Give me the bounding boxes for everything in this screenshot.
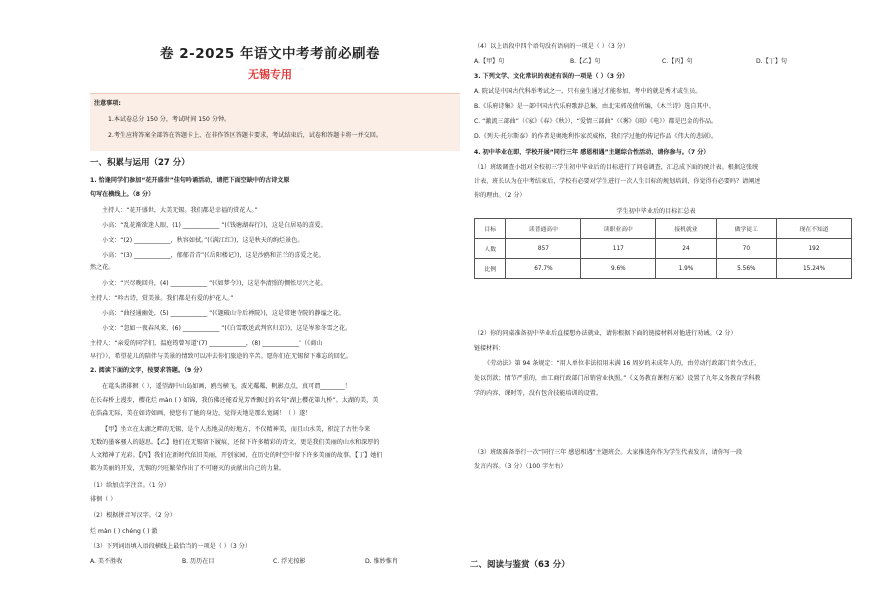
table-cell: 67.7% <box>506 259 581 279</box>
table-cell: 接机就业 <box>656 219 716 239</box>
passage-line-5: 无数的墨客骚人的遐思。【乙】他们在无锡留下履痕，还留下许多精彩的诗文，更是我们美丽的山水和深厚的 <box>90 439 380 446</box>
sub-question-4-2: （2）你的同桌准备初中毕业后直接想办法就业，请你根据下面的链接材料对他进行劝诫。（2 分） <box>474 330 737 337</box>
table-row <box>475 259 852 279</box>
sub-question-2-1: （1）给加点字注音。（1 分） <box>90 482 170 489</box>
table-cell: 1.9% <box>656 259 716 279</box>
blank-line-3-cont: 然之花。 <box>90 264 115 271</box>
sub-question-2-4: （4）以上语段中四个语句没有语病的一项是（ ）（3 分） <box>474 43 629 50</box>
sub-question-4-1-cont: 计表，班长认为在中考结束后，学校有必要对学生进行一次人生目标的规划培训，你觉得有必要吗？请阐述 <box>474 178 761 185</box>
section-heading-1: 一、积累与运用（27 分） <box>90 158 190 168</box>
question-1: 1. 恰逢同学们参加“花开盛世”佳句吟诵活动，请把下面空缺中的古诗文原 <box>90 177 290 184</box>
table-cell: 现在不知道 <box>777 219 852 239</box>
stats-table <box>474 218 852 279</box>
table-cell: 24 <box>656 239 716 259</box>
question-2: 2. 阅读下面的文字，按要求答题。（9 分） <box>90 367 206 374</box>
link-material-line-1: 《劳动法》第 94 条规定：“用人单位非法招用未满 16 周岁的未成年人的，由劳动行政部门责令改正， <box>484 360 761 367</box>
table-cell: 5.56% <box>716 259 776 279</box>
table-cell: 117 <box>581 239 656 259</box>
option-b: B. 历历在目 <box>182 558 215 565</box>
link-material-label: 链接材料： <box>474 345 505 352</box>
passage-line-1: 在鼋头渚徘徊（ ），遥望湖中山岛如画，鸥鸟横飞，波光粼粼，帆影点点，真可谓________！ <box>102 383 351 390</box>
blank-line-1: 小高：“乱花渐欲迷人眼，(1) ____________ ”(《钱塘湖春行》)，这是白居易的喜爱。 <box>102 222 327 229</box>
blank-line-2: 小文：“(2) ____________，秋容如拭。”(《满江红》)，这是秋天的绚烂景色。 <box>102 237 304 244</box>
sub-question-2-2: （2）根据拼音写汉字。（2 分） <box>90 512 176 519</box>
sub-question-2-3: （3）下列词语填入语段横线上最恰当的一项是（ ）（3 分） <box>90 543 251 550</box>
r-option-d: D.【丁】句 <box>756 58 788 65</box>
question-3: 3. 下列文学、文化常识的表述有误的一项是（ ）（3 分） <box>474 73 629 80</box>
sub-question-2-2-answer: 烂 màn ( ) chéng ( ) 澈 <box>90 528 158 535</box>
blank-line-4: 小文：“兴尽晚回舟，(4) ____________ ”(《如梦令》)，这是李清照的惆怅尽兴之花。 <box>102 280 327 287</box>
option-d: D. 惟妙惟肖 <box>365 558 398 565</box>
host-line-1: 主持人：“花开盛世，大美无锡。我们都是幸福的赏花人。” <box>102 207 258 214</box>
blank-line-6: 小文：“忽如一夜春风来，(6) ____________ ”(《白雪歌送武判官归京》)，这是岑参冬雪之花。 <box>102 325 352 332</box>
blank-line-3: 小高：“(3) ____________，郁郁青青”(《岳阳楼记》)，这是沙鸥和芷兰的喜爱之花。 <box>102 252 325 259</box>
option-a: A. 美不胜收 <box>90 558 123 565</box>
table-cell: 192 <box>777 239 852 259</box>
page-subtitle: 无锡专用 <box>248 68 292 81</box>
table-cell: 70 <box>716 239 776 259</box>
notice-item-2: 2.考生应将答案全部答在答题卡上，在非作答区答题卡要求，考试结束后，试卷和答题卡将一并交回。 <box>108 132 382 139</box>
r-option-a: A.【甲】句 <box>474 58 505 65</box>
section-heading-2: 二、阅读与鉴赏（63 分） <box>470 560 570 570</box>
table-cell: 9.6% <box>581 259 656 279</box>
table-cell: 比例 <box>475 259 506 279</box>
table-cell: 做学徒工 <box>716 219 776 239</box>
sub-question-4-1-cont2: 你的理由。（2 分） <box>474 192 526 199</box>
table-cell: 读职业高中 <box>581 219 656 239</box>
question-4: 4. 初中毕业在即，学校开展“同行三年 感恩相遇”主题综合性活动，请你参与。（7 分） <box>474 149 710 156</box>
passage-line-3: 在浩淼无际，美在如诗如画，使您有了她的身边，觉得天地是那么宽阔！（ ）遂！ <box>90 410 312 417</box>
question-1-cont: 句写在横线上。（8 分） <box>90 191 155 198</box>
sub-question-2-1-answer: 徘徊（ ） <box>90 496 117 503</box>
option-c: C. 浮光掠影 <box>273 558 306 565</box>
page-title: 卷 2-2025 年语文中考考前必刷卷 <box>160 46 380 62</box>
host-line-2: 主持人：“吟古诗，赏美景。我们都是有爱的护花人。” <box>90 295 234 302</box>
link-material-line-3: 学的内容、课时等，没有包含技能培训的设置。 <box>474 390 602 397</box>
passage-line-6: 人文精神了光彩。【丙】我们在新时代依旧美丽，开创家园，在历史的时空中留下许多美丽的故事。【丁】她们 <box>90 452 383 459</box>
q3-option-d: D.《列夫·托尔斯泰》的作者是奥地利作家茨威格，我们学过他的传记作品《伟大的悲剧》。 <box>474 133 718 140</box>
notice-item-1: 1.本试卷总分 150 分，考试时间 150 分钟。 <box>108 116 231 123</box>
table-caption: 学生初中毕业后的目标汇总表 <box>616 208 696 215</box>
blank-line-5: 小高：“曲径通幽处，(5) ____________ ”(《题破山寺后禅院》)，这是常建寺院的静谧之花。 <box>102 310 345 317</box>
table-cell: 目标 <box>475 219 506 239</box>
q3-option-b: B.《乐府诗集》是一部中国古代乐府歌辞总集，由北宋郭茂倩所编，《木兰诗》选自其中。 <box>474 103 715 110</box>
host-line-3-cont: 早行》），希望花儿的陪伴与美景的情致可以冲去你们旅途的辛苦。愿你们在无锡留下难忘的回忆。 <box>90 353 353 360</box>
host-line-3: 主持人：“亲爱的同学们，温庭筠曾写道‘(7) ____________，(8) ____________’（《商山 <box>90 340 323 347</box>
q3-option-a: A. 院试是中国古代科举考试之一，只有童生通过才能参加，考中的就是秀才或生员。 <box>474 88 702 95</box>
table-row <box>475 239 852 259</box>
r-option-b: B.【乙】句 <box>570 58 601 65</box>
link-material-line-2: 处以罚款；情节严重的，由工商行政部门吊销营业执照。”《义务教育课程方案》设置了九年义务教育学科教 <box>474 375 761 382</box>
table-header-row <box>475 219 852 239</box>
passage-line-4: 【甲】坐立在太湖之畔的无锡，是个人杰地灵的好地方，不仅精神美，而且山水美，积淀了古往今来 <box>102 426 371 433</box>
r-option-c: C.【丙】句 <box>662 58 693 65</box>
table-cell: 857 <box>506 239 581 259</box>
notice-box <box>90 93 460 151</box>
table-cell: 读普通高中 <box>506 219 581 239</box>
q3-option-c: C. “激流三部曲”（《家》《春》《秋》），“爱情三部曲”（《雾》《雨》《电》）都是巴金的作品。 <box>474 118 718 125</box>
table-cell: 15.24% <box>777 259 852 279</box>
sub-question-4-3-cont: 发言内容。（3 分）（100 字左右） <box>474 463 567 470</box>
sub-question-4-3: （3）班级准备举行一次“同行三年 感恩相遇”主题班会。大家推选你作为学生代表发言，请你写一段 <box>474 449 743 456</box>
table-cell: 人数 <box>475 239 506 259</box>
passage-line-7: 都为美丽的开发，无锡的兴旺繁荣作出了不可磨灭的贡献出自己的力量。 <box>90 465 285 472</box>
notice-title: 注意事项: <box>94 100 121 107</box>
sub-question-4-1: （1）班级调查小组对全校初三学生初中毕业后的目标进行了问卷调查，汇总成下面的统计表。根据这张统 <box>474 164 759 171</box>
passage-line-2: 在长春桥上漫步，樱花烂 màn ( ) 如锦，我仿佛还能看见芳香飘过的名句“湖上樱花第九桥”。太湖的美，美 <box>90 397 379 404</box>
